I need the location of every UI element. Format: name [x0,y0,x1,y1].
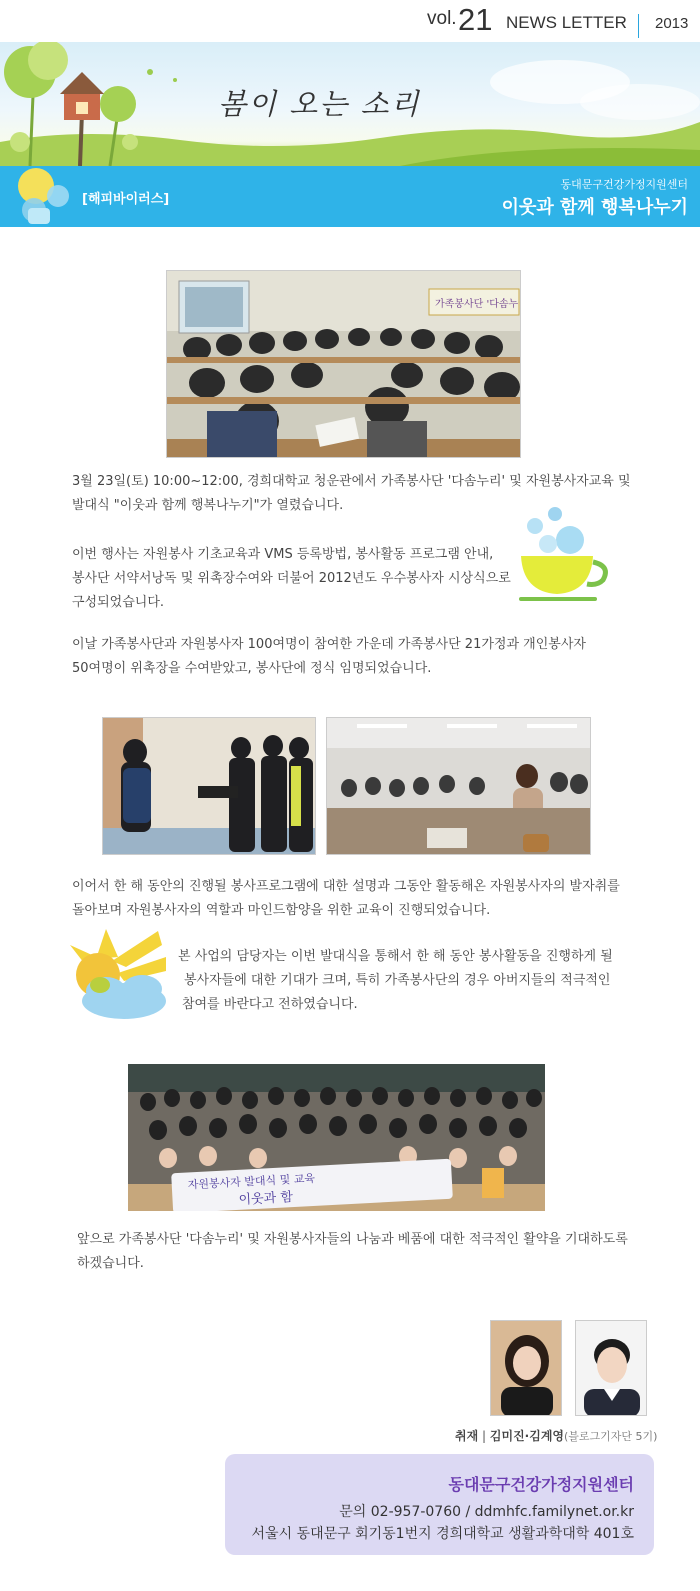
teacup-icon [515,500,610,605]
photo-group [128,1064,545,1211]
newsletter-label: NEWS LETTER [506,13,627,32]
photo-certificate-ceremony [102,717,316,855]
text-line: 본 사업의 담당자는 이번 발대식을 통해서 한 해 동안 봉사활동을 진행하게 될 [178,949,613,964]
reporter-photo-1 [490,1320,562,1416]
photo-oath [326,717,591,855]
paragraph-program [72,543,512,615]
text-line: 봉사자들에 대한 기대가 크며, 특히 가족봉사단의 경우 아버지들의 적극적인 [184,973,611,988]
credit-group: (블로그기자단 5기) [564,1430,658,1443]
credit-label: 취재 [455,1429,479,1443]
text-line: 이어서 한 해 동안의 진행될 봉사프로그램에 대한 설명과 그동안 활동해온 자원봉사자의 발자취를 [72,879,620,894]
contact-phone-web: 문의 02-957-0760 / ddmhfc.familynet.or.kr [339,1504,634,1520]
paragraph-closing [77,1228,637,1276]
credit-line [455,1427,657,1444]
contact-address: 서울시 동대문구 회기동1번지 경희대학교 생활과학대학 401호 [251,1526,634,1542]
text-line: 이번 행사는 자원봉사 기초교육과 VMS 등록방법, 봉사활동 프로그램 안내, [72,547,494,562]
text-line: 50여명이 위촉장을 수여받았고, 봉사단에 정식 임명되었습니다. [72,661,432,676]
hall-banner-text: 가족봉사단 '다솜누 [435,299,519,310]
text-line: 참여를 바란다고 전하였습니다. [182,997,358,1012]
volume-number: 21 [458,2,493,37]
masthead-divider [638,14,639,38]
category-org: 동대문구건강가정지원센터 [560,178,688,191]
sun-cloud-icon [62,927,174,1023]
text-line: 돌아보며 자원봉사자의 역할과 마인드함양을 위한 교육이 진행되었습니다. [72,903,491,918]
paragraph-participants [72,633,632,681]
text-line: 봉사단 서약서낭독 및 위촉장수여와 더불어 2012년도 우수봉사자 시상식으로 [72,571,511,586]
category-subtitle: 이웃과 함께 행복나누기 [501,197,688,218]
contact-box [225,1454,654,1555]
paragraph-organizer [178,945,628,1017]
year-label: 2013 [655,15,689,32]
credit-separator: | [482,1429,487,1443]
volume-prefix: vol. [427,8,457,29]
text-line: 앞으로 가족봉사단 '다솜누리' 및 자원봉사자들의 나눔과 베품에 대한 적극적인 활약을 기대하도록 [77,1232,628,1247]
text-line: 발대식 "이웃과 함께 행복나누기"가 열렸습니다. [72,498,344,513]
spring-banner [0,42,700,166]
bubble-hand-icon [14,166,74,227]
category-tag: [해피바이러스] [82,192,170,207]
text-line: 구성되었습니다. [72,595,165,610]
reporter-photo-2 [575,1320,647,1416]
text-line: 3월 23일(토) 10:00~12:00, 경희대학교 청운관에서 가족봉사단 '다솜누리' 및 자원봉사자교육 및 [72,474,631,489]
category-bar [0,166,700,227]
contact-org-name: 동대문구건강가정지원센터 [448,1475,634,1494]
masthead [0,0,700,42]
photo-lecture-hall [166,270,521,458]
banner-title: 봄이 오는 소리 [218,87,421,121]
paragraph-education [72,875,632,923]
group-banner-text: 자원봉사자 발대식 및 교육 [187,1171,316,1192]
text-line: 이날 가족봉사단과 자원봉사자 100여명이 참여한 가운데 가족봉사단 21가정과 개인봉사자 [72,637,586,652]
credit-names: 김미진·김계영 [489,1429,565,1443]
group-banner-sub: 이웃과 함 [238,1190,294,1208]
text-line: 하겠습니다. [77,1256,144,1271]
